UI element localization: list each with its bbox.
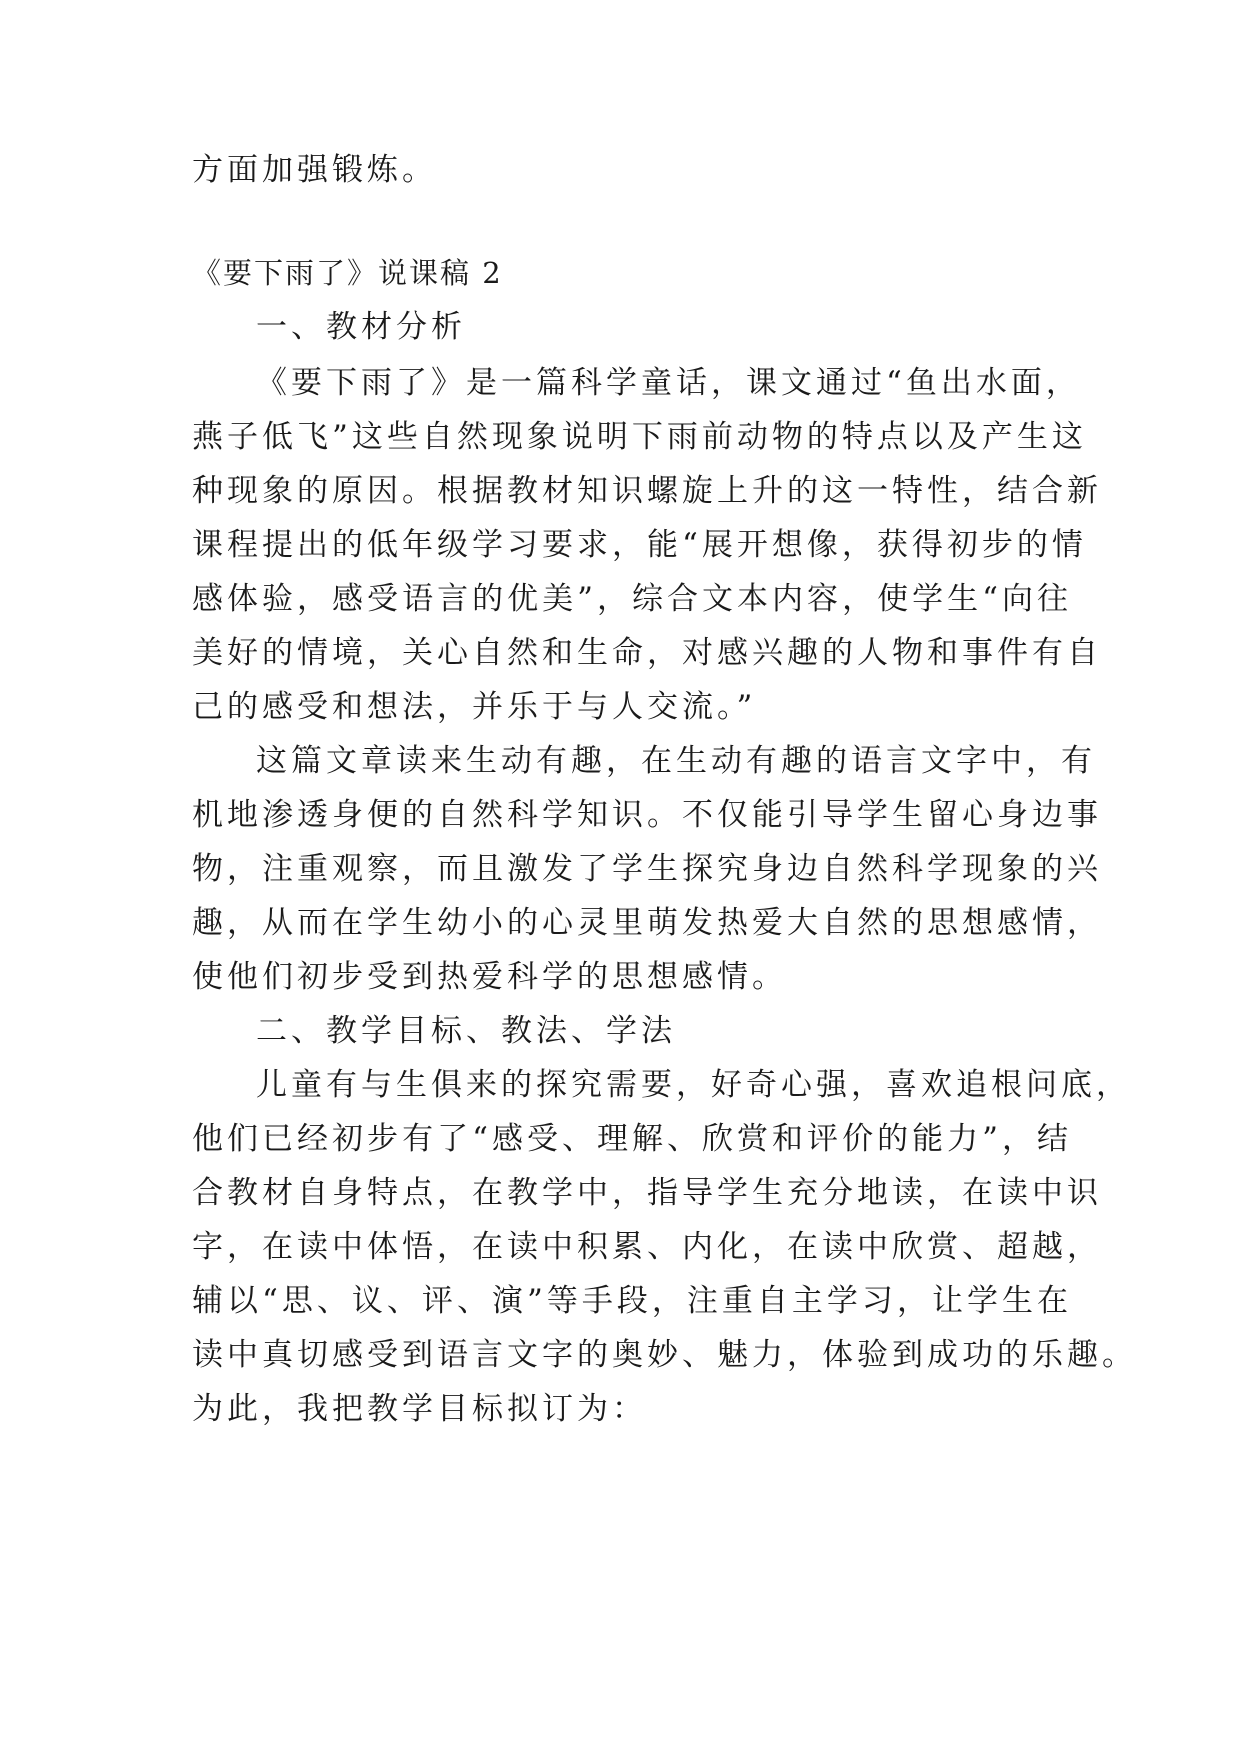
paragraph-line: 感体验，感受语言的优美”，综合文本内容，使学生“向往	[192, 581, 1072, 617]
paragraph-line: 读中真切感受到语言文字的奥妙、魅力，体验到成功的乐趣。	[192, 1337, 1137, 1373]
paragraph-line: 《要下雨了》是一篇科学童话，课文通过“鱼出水面，	[256, 365, 1081, 401]
paragraph-line: 字，在读中体悟，在读中积累、内化，在读中欣赏、超越，	[192, 1229, 1102, 1265]
section-heading: 一、教材分析	[256, 309, 466, 345]
paragraph-line: 方面加强锻炼。	[192, 152, 437, 188]
paragraph-line: 这篇文章读来生动有趣，在生动有趣的语言文字中，有	[256, 743, 1096, 779]
paragraph-line: 他们已经初步有了“感受、理解、欣赏和评价的能力”，结	[192, 1121, 1072, 1157]
paragraph-line: 趣，从而在学生幼小的心灵里萌发热爱大自然的思想感情，	[192, 905, 1102, 941]
paragraph-line: 辅以“思、议、评、演”等手段，注重自主学习，让学生在	[192, 1283, 1072, 1319]
paragraph-line: 合教材自身特点，在教学中，指导学生充分地读，在读中识	[192, 1175, 1102, 1211]
paragraph-line: 使他们初步受到热爱科学的思想感情。	[192, 959, 787, 995]
paragraph-line: 己的感受和想法，并乐于与人交流。”	[192, 689, 757, 725]
paragraph-line: 燕子低飞”这些自然现象说明下雨前动物的特点以及产生这	[192, 419, 1087, 455]
paragraph-line: 课程提出的低年级学习要求，能“展开想像，获得初步的情	[192, 527, 1087, 563]
paragraph-line: 儿童有与生俱来的探究需要，好奇心强，喜欢追根问底，	[256, 1067, 1131, 1103]
paragraph-line: 种现象的原因。根据教材知识螺旋上升的这一特性，结合新	[192, 473, 1102, 509]
paragraph-line: 物，注重观察，而且激发了学生探究身边自然科学现象的兴	[192, 851, 1102, 887]
section-heading: 二、教学目标、教法、学法	[256, 1013, 676, 1049]
paragraph-line: 为此，我把教学目标拟订为：	[192, 1391, 647, 1427]
document-title: 《要下雨了》说课稿 2	[192, 256, 503, 290]
paragraph-line: 机地渗透身便的自然科学知识。不仅能引导学生留心身边事	[192, 797, 1102, 833]
paragraph-line: 美好的情境，关心自然和生命，对感兴趣的人物和事件有自	[192, 635, 1102, 671]
